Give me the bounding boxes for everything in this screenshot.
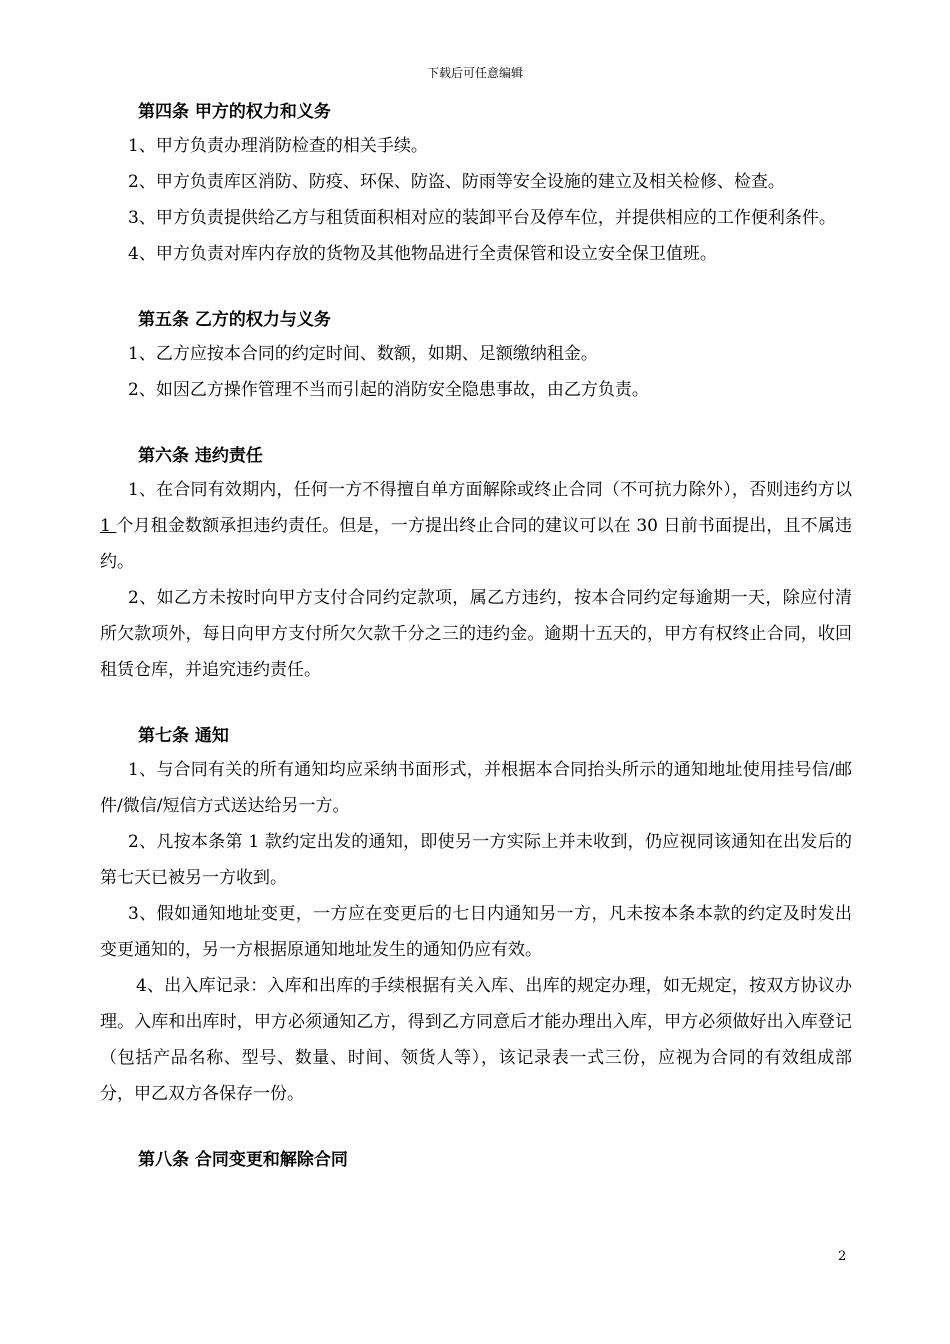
document-body [100,96,852,1176]
paragraph: 3、假如通知地址变更，一方应在变更后的七日内通知另一方，凡未按本条本款的约定及时发出变更通知的，另一方根据原通知地址发生的通知仍应有效。 [100,904,852,960]
section-7 [100,720,852,1112]
paragraph [100,472,852,580]
paragraph: 4、出入库记录：入库和出库的手续根据有关入库、出库的规定办理，如无规定，按双方协议办理。入库和出库时，甲方必须通知乙方，得到乙方同意后才能办理出入库，甲方必须做好出入库登记（包括产品名称、型号、数量、时间、领货人等），该记录表一式三份，应视为合同的有效组成部分，甲乙双方各保存一份。 [100,976,852,1104]
section-heading: 第六条 违约责任 [138,446,263,466]
paragraph-text: 1、在合同有效期内，任何一方不得擅自单方面解除或终止合同（不可抗力除外），否则违约方以 [128,480,852,500]
page-number: 2 [838,1249,847,1264]
section-heading: 第五条 乙方的权力与义务 [138,310,331,330]
section-heading: 第八条 合同变更和解除合同 [138,1150,348,1170]
paragraph: 3、甲方负责提供给乙方与租赁面积相对应的装卸平台及停车位，并提供相应的工作便利条件。 [128,208,836,228]
paragraph: 2、如乙方未按时向甲方支付合同约定款项，属乙方违约，按本合同约定每逾期一天，除应付清所欠款项外，每日向甲方支付所欠欠款千分之三的违约金。逾期十五天的，甲方有权终止合同，收回租赁仓库，并追究违约责任。 [100,588,852,680]
section-6 [100,440,852,688]
page-header: 下载后可任意编辑 [426,66,523,80]
paragraph: 2、甲方负责库区消防、防疫、环保、防盗、防雨等安全设施的建立及相关检修、检查。 [128,172,785,192]
paragraph: 4、甲方负责对库内存放的货物及其他物品进行全责保管和设立安全保卫值班。 [128,244,717,264]
section-4 [100,96,852,272]
filled-blank: 1 [100,516,117,536]
paragraph: 2、如因乙方操作管理不当而引起的消防安全隐患事故，由乙方负责。 [128,380,649,400]
paragraph-text: 个月租金数额承担违约责任。但是，一方提出终止合同的建议可以在 30 日前书面提出，且不属违约。 [100,516,852,572]
paragraph: 1、乙方应按本合同的约定时间、数额，如期、足额缴纳租金。 [128,344,598,364]
section-heading: 第七条 通知 [138,726,229,746]
paragraph: 2、凡按本条第 1 款约定出发的通知，即使另一方实际上并未收到，仍应视同该通知在出发后的第七天已被另一方收到。 [100,832,852,888]
section-heading: 第四条 甲方的权力和义务 [138,102,331,122]
paragraph: 1、与合同有关的所有通知均应采纳书面形式，并根据本合同抬头所示的通知地址使用挂号信/邮件/微信/短信方式送达给另一方。 [100,760,852,816]
paragraph: 1、甲方负责办理消防检查的相关手续。 [128,136,428,156]
section-5 [100,304,852,408]
section-8 [100,1144,852,1176]
